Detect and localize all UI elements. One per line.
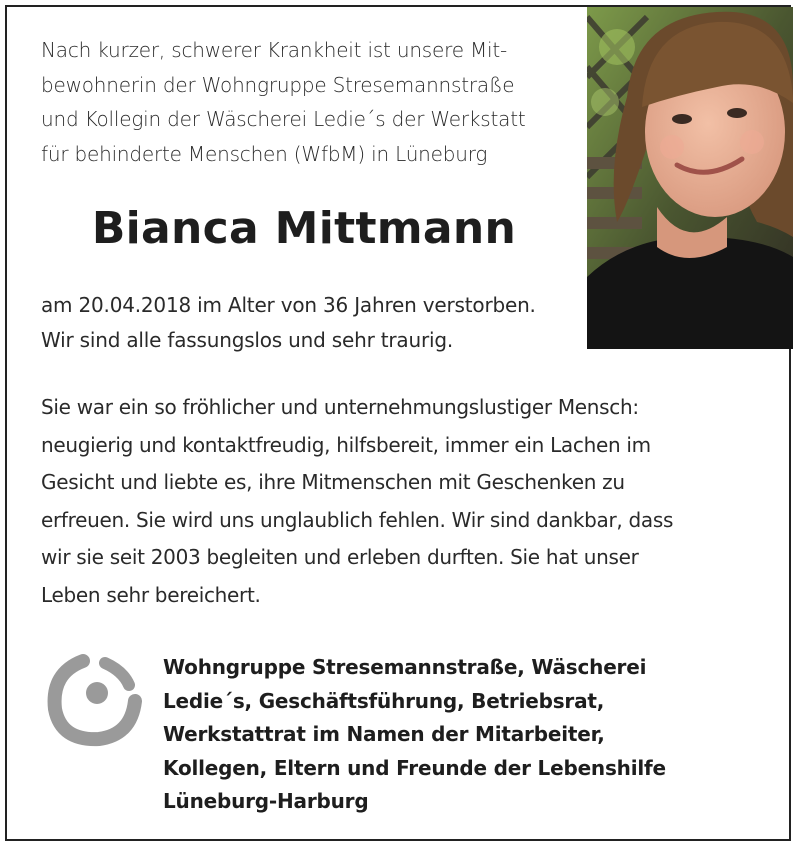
signer-line: Werkstattrat im Namen der Mitarbeiter, (163, 722, 605, 746)
intro-line: und Kollegin der Wäscherei Ledie´s der Werkstatt (41, 107, 526, 131)
tribute-line: Sie war ein so fröhlicher und unternehmungslustiger Mensch: (41, 395, 639, 419)
tribute-line: Leben sehr bereichert. (41, 582, 261, 607)
deceased-name: Bianca Mittmann (91, 203, 517, 254)
signer-line: Wohngruppe Stresemannstraße, Wäscherei (163, 655, 647, 679)
signer-line: Kollegen, Eltern und Freunde der Lebenshilfe (163, 755, 666, 780)
tribute-text (41, 389, 761, 614)
obituary-card (5, 5, 791, 841)
signers-block (163, 651, 773, 819)
intro-line: bewohnerin der Wohngruppe Stresemannstraße (41, 72, 515, 97)
death-line: Wir sind alle fassungslos und sehr traurig. (41, 327, 453, 352)
intro-text (41, 33, 589, 171)
tribute-line: erfreuen. Sie wird uns unglaublich fehlen. Wir sind dankbar, dass (41, 507, 674, 532)
tribute-line: wir sie seit 2003 begleiten und erleben durften. Sie hat unser (41, 545, 639, 569)
signer-line: Ledie´s, Geschäftsführung, Betriebsrat, (163, 688, 605, 713)
death-line: am 20.04.2018 im Alter von 36 Jahren verstorben. (41, 293, 536, 317)
tribute-line: Gesicht und liebte es, ihre Mitmenschen mit Geschenken zu (41, 470, 625, 494)
intro-line: Nach kurzer, schwerer Krankheit ist unsere Mit- (41, 38, 508, 62)
death-statement (41, 288, 601, 357)
portrait-photo (587, 7, 793, 349)
lebenshilfe-logo-icon (43, 651, 143, 747)
signer-line: Lüneburg-Harburg (163, 789, 369, 813)
portrait-illustration (587, 7, 793, 349)
tribute-line: neugierig und kontaktfreudig, hilfsbereit, immer ein Lachen im (41, 432, 651, 457)
intro-line: für behinderte Menschen (WfbM) in Lüneburg (41, 141, 488, 166)
